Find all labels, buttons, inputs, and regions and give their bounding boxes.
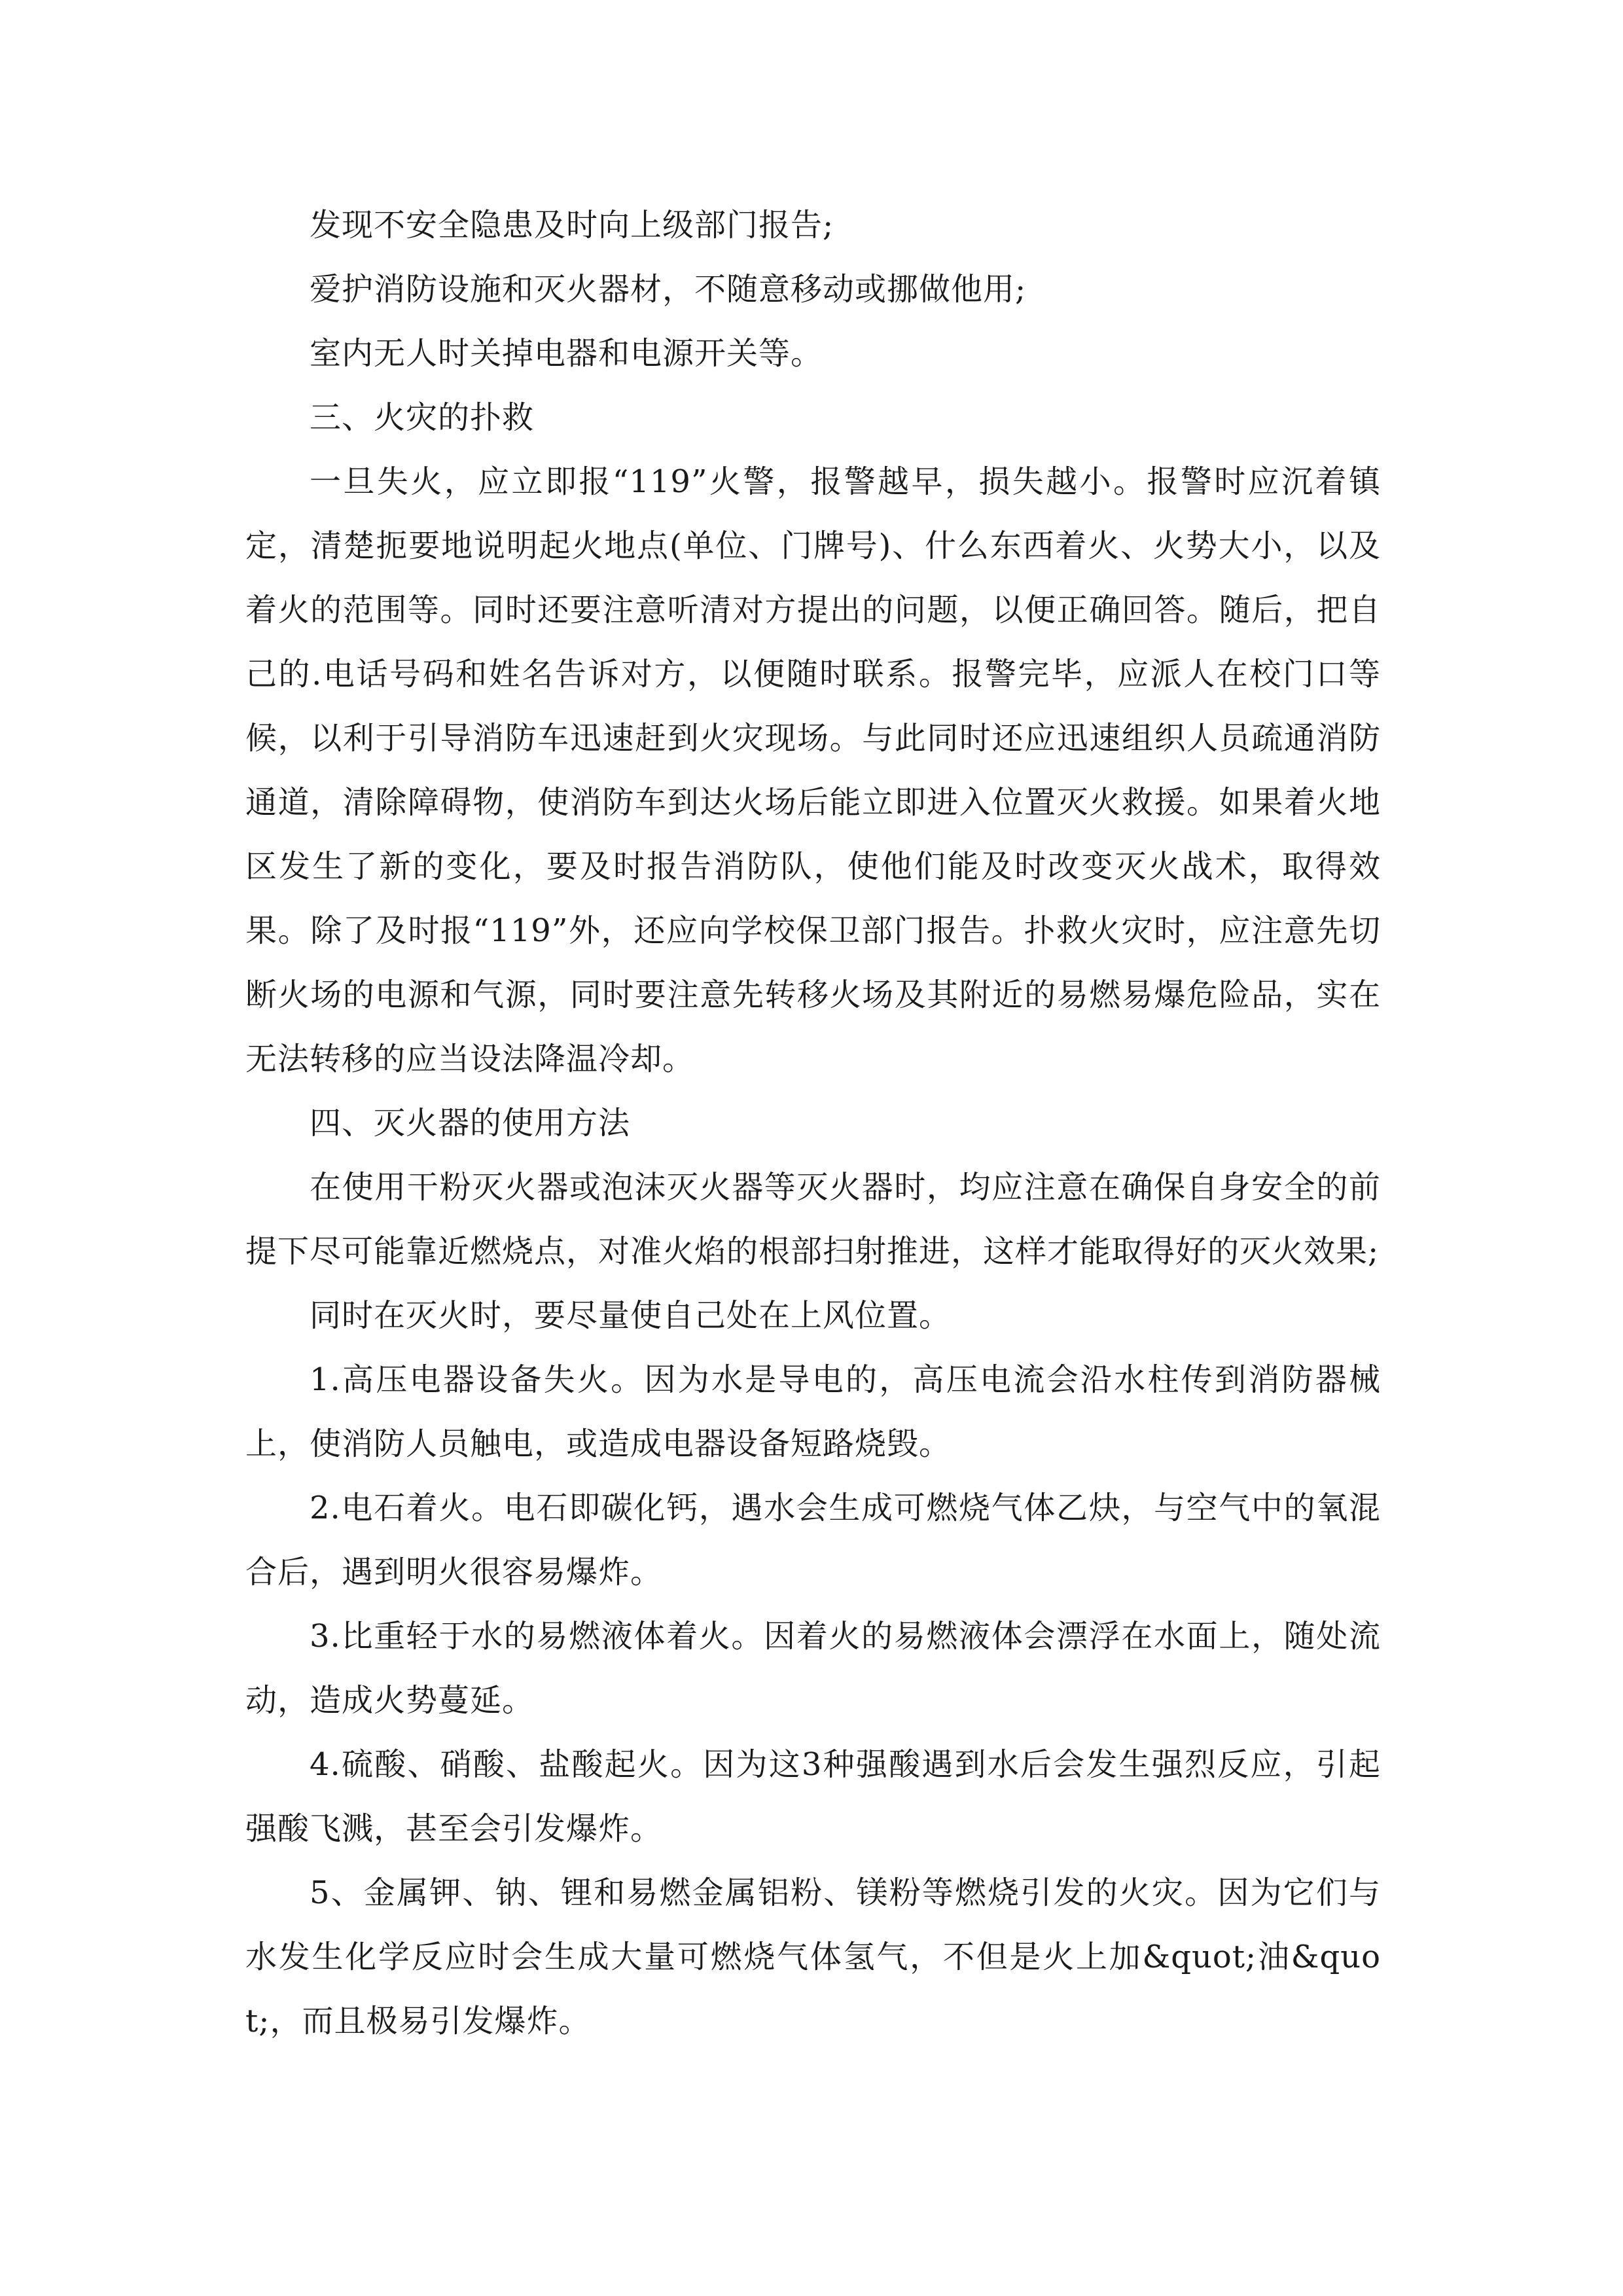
- list-item-high-voltage: 1.高压电器设备失火。因为水是导电的，高压电流会沿水柱传到消防器械上，使消防人员触电，或造成电器设备短路烧毁。: [245, 1361, 1381, 1462]
- list-item-reactive-metals: 5、金属钾、钠、锂和易燃金属铝粉、镁粉等燃烧引发的火灾。因为它们与水发生化学反应时会生成大量可燃烧气体氢气，不但是火上加&quot;油&quot;，而且极易引发爆炸。: [245, 1874, 1381, 2039]
- paragraph-power-off: 室内无人时关掉电器和电源开关等。: [310, 335, 823, 372]
- list-item-calcium-carbide: 2.电石着火。电石即碳化钙，遇水会生成可燃烧气体乙炔，与空气中的氧混合后，遇到明火很容易爆炸。: [245, 1490, 1381, 1590]
- paragraph-upwind-position: 同时在灭火时，要尽量使自己处在上风位置。: [310, 1297, 952, 1334]
- paragraph-extinguisher-approach: 在使用干粉灭火器或泡沫灭火器等灭火器时，均应注意在确保自身安全的前提下尽可能靠近燃烧点，对准火焰的根部扫射推进，这样才能取得好的灭火效果;: [245, 1169, 1381, 1270]
- section-heading-extinguisher-usage: 四、灭火器的使用方法: [310, 1105, 631, 1141]
- list-item-strong-acids: 4.硫酸、硝酸、盐酸起火。因为这3种强酸遇到水后会发生强烈反应，引起强酸飞溅，甚至会引发爆炸。: [245, 1746, 1381, 1847]
- paragraph-report-hazards: 发现不安全隐患及时向上级部门报告;: [310, 207, 834, 243]
- list-item-flammable-liquid: 3.比重轻于水的易燃液体着火。因着火的易燃液体会漂浮在水面上，随处流动，造成火势蔓延。: [245, 1618, 1381, 1719]
- paragraph-fire-alarm-procedure: 一旦失火，应立即报“119”火警，报警越早，损失越小。报警时应沉着镇定，清楚扼要地说明起火地点(单位、门牌号)、什么东西着火、火势大小，以及着火的范围等。同时还要注意听清对方提出的问题，以便正确回答。随后，把自己的.电话号码和姓名告诉对方，以便随时联系。报警完毕，应派人在校门口等候，以利于引导消防车迅速赶到火灾现场。与此同时还应迅速组织人员疏通消防通道，清除障碍物，使消防车到达火场后能立即进入位置灭火救援。如果着火地区发生了新的变化，要及时报告消防队，使他们能及时改变灭火战术，取得效果。除了及时报“119”外，还应向学校保卫部门报告。扑救火灾时，应注意先切断火场的电源和气源，同时要注意先转移火场及其附近的易燃易爆危险品，实在无法转移的应当设法降温冷却。: [245, 463, 1381, 1077]
- section-heading-fire-fighting: 三、火灾的扑救: [310, 399, 535, 436]
- document-page: [245, 193, 1381, 2053]
- paragraph-protect-equipment: 爱护消防设施和灭火器材，不随意移动或挪做他用;: [310, 271, 1027, 308]
